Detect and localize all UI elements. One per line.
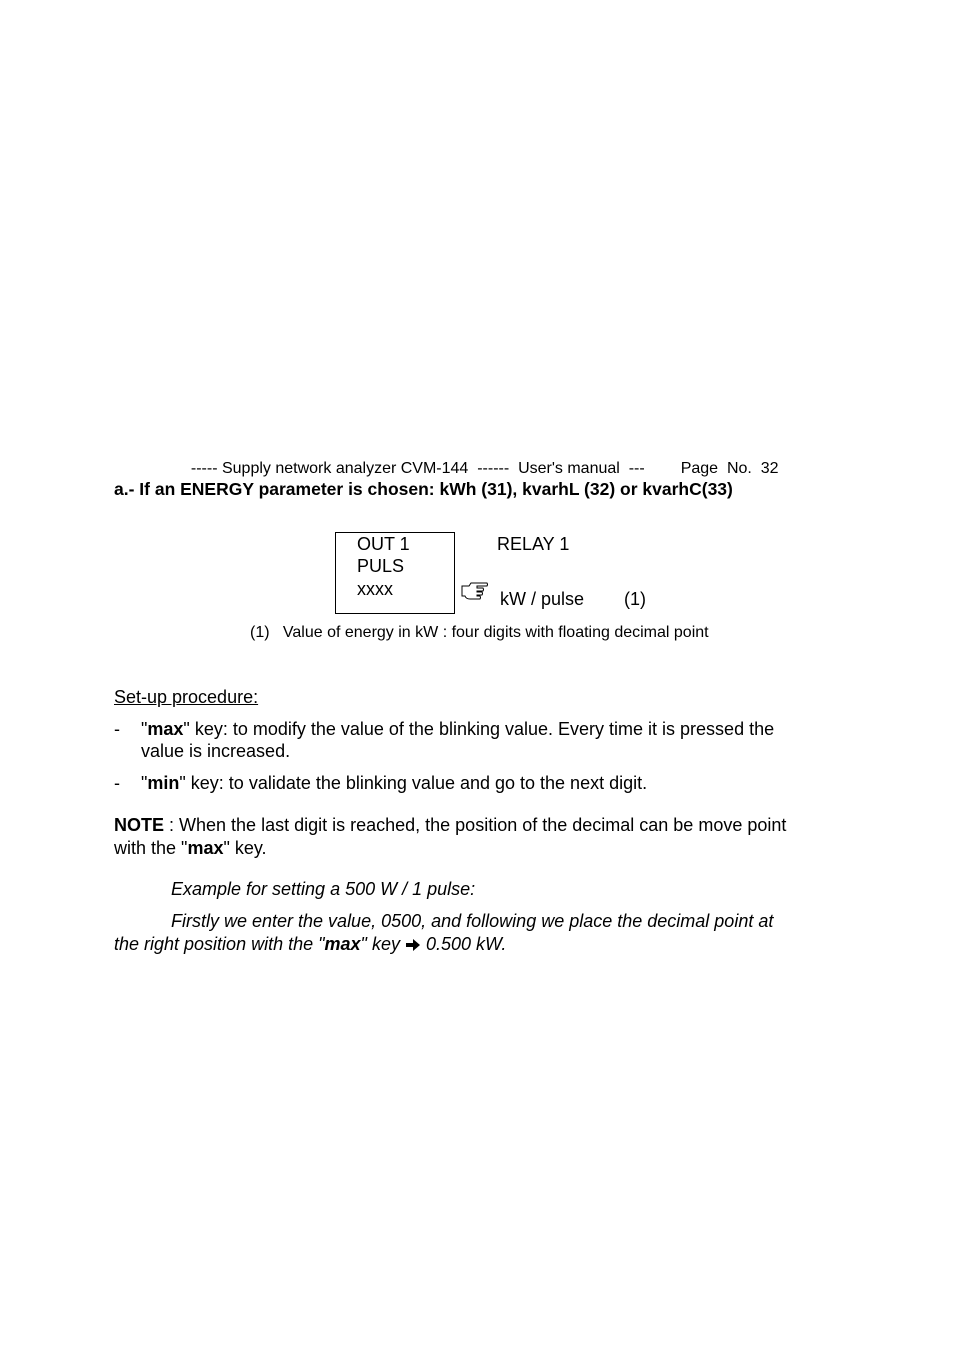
key-min: min: [147, 773, 180, 793]
footnote-marker: (1): [250, 624, 270, 641]
unit-label: kW / pulse: [500, 589, 585, 609]
key-max: max: [187, 838, 224, 858]
pointing-hand-icon: [461, 580, 489, 604]
page-number: Page No. 32: [680, 460, 779, 477]
display-line-2: PULS: [357, 556, 405, 576]
bullet-min: "min" key: to validate the blinking value and go to the next digit.: [141, 773, 648, 793]
example-title: Example for setting a 500 W / 1 pulse:: [171, 879, 476, 899]
note-label: NOTE: [114, 815, 165, 835]
bullet-max: "max" key: to modify the value of the blinking value. Every time it is pressed the value is increased.: [141, 719, 775, 761]
arrow-right-icon: [405, 935, 421, 958]
setup-title: Set-up procedure:: [114, 687, 259, 707]
example-paragraph: Firstly we enter the value, 0500, and following we place the decimal point at the right position with the "max" key 0.500 kW.: [114, 910, 842, 958]
display-line-1: OUT 1: [357, 534, 410, 554]
bullet-dash: -: [114, 719, 120, 739]
key-max: max: [147, 719, 184, 739]
section-title: a.- If an ENERGY parameter is chosen: kWh (31), kvarhL (32) or kvarhC(33): [114, 479, 733, 499]
key-max: max: [324, 934, 361, 954]
header-text: ----- Supply network analyzer CVM-144 ------ User's manual ---: [190, 460, 645, 477]
display-box: [335, 532, 455, 614]
relay-label: RELAY 1: [497, 534, 570, 554]
footnote: [250, 624, 709, 642]
bullet-dash: -: [114, 773, 120, 793]
page-header: [182, 442, 779, 478]
unit-footnote-ref: (1): [624, 589, 646, 609]
footnote-text: Value of energy in kW : four digits with floating decimal point: [282, 624, 709, 641]
note-paragraph: NOTE : When the last digit is reached, the position of the decimal can be move point with the "max" key.: [114, 815, 787, 858]
display-line-3: xxxx: [357, 579, 393, 599]
